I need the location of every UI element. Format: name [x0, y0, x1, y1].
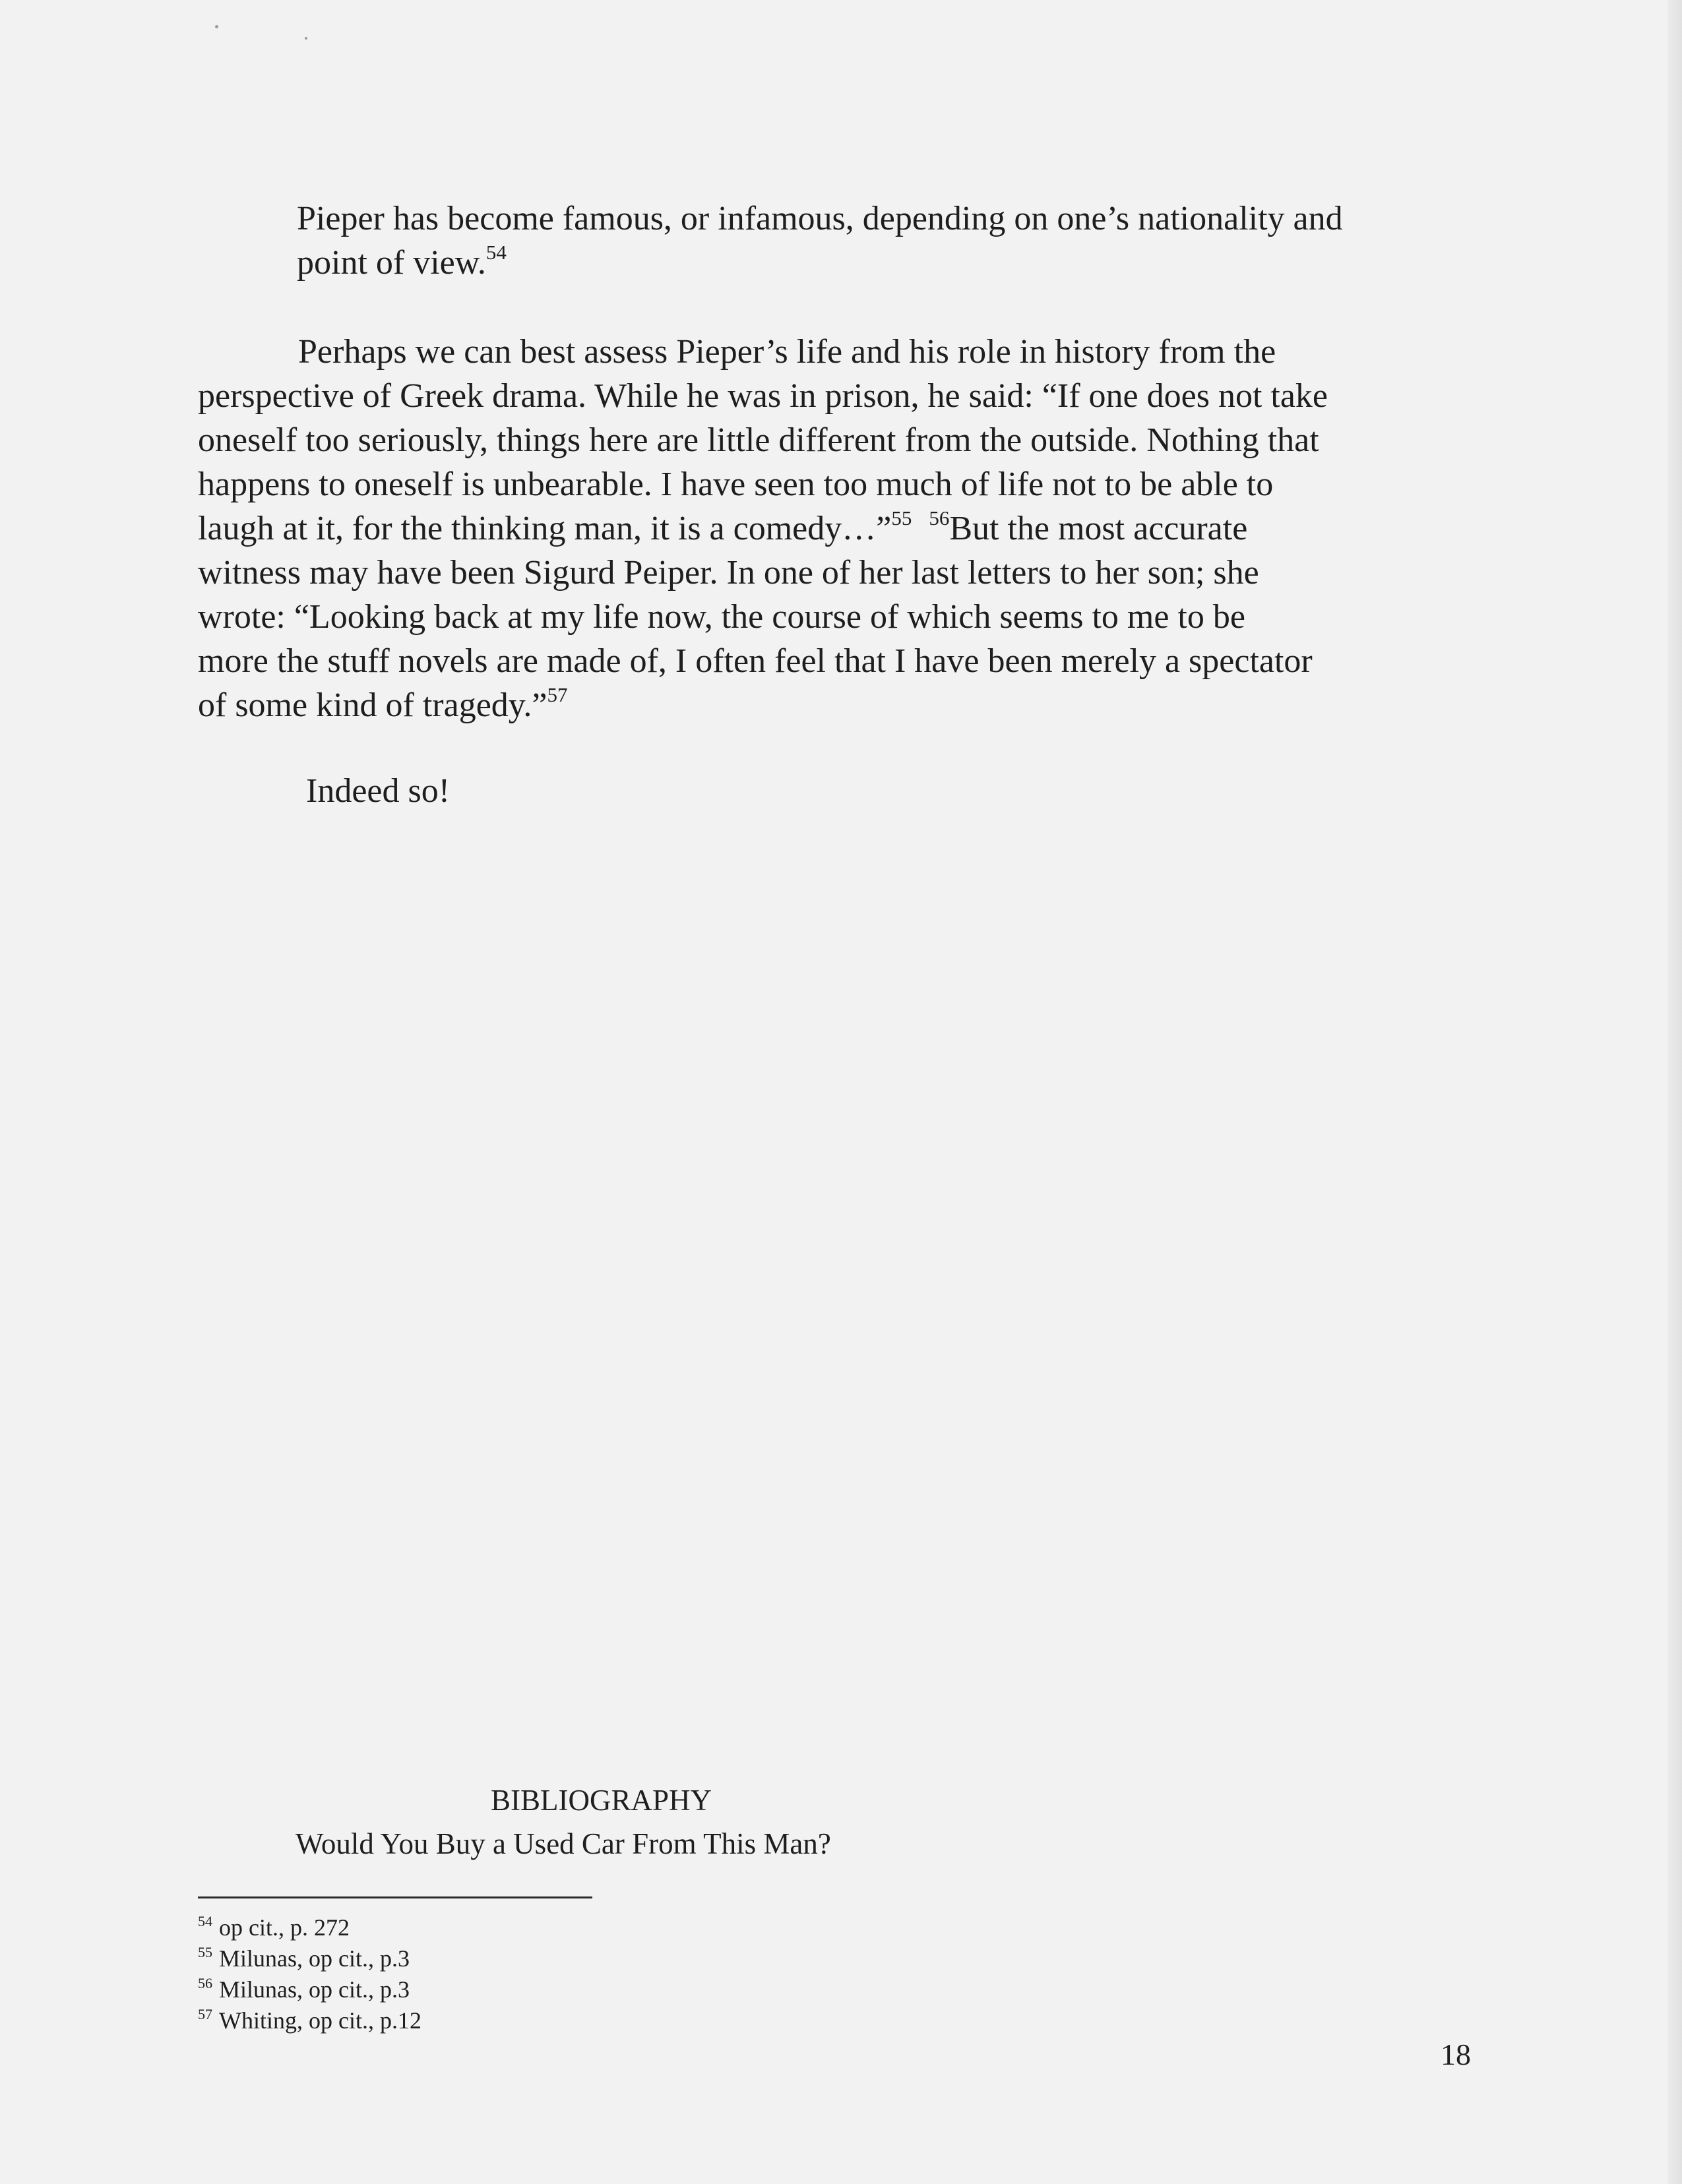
page-number: 18 — [1441, 2038, 1471, 2071]
text-line: witness may have been Sigurd Peiper. In one of her last letters to her son; she — [198, 554, 1259, 592]
footnote-54 — [198, 1914, 857, 1945]
footnote-separator — [198, 1896, 592, 1898]
footnote-text: op cit., p. 272 — [219, 1914, 350, 1941]
footnote-number: 56 — [198, 1975, 212, 1991]
footnote-number: 57 — [198, 2006, 212, 2022]
text-segment: laugh at it, for the thinking man, it is a comedy…” — [198, 510, 892, 547]
footnote-57 — [198, 2007, 857, 2038]
page-edge-shadow — [1667, 0, 1682, 2184]
footnote-number: 55 — [198, 1944, 212, 1960]
text-segment: of some kind of tragedy.” — [198, 686, 547, 724]
bibliography-subtitle: Would You Buy a Used Car From This Man? — [296, 1827, 831, 1860]
paragraph-fame — [297, 197, 1484, 285]
text-line: Pieper has become famous, or infamous, depending on one’s nationality and — [297, 200, 1343, 237]
text-line: happens to oneself is unbearable. I have seen too much of life not to be able to — [198, 466, 1274, 503]
text-line — [198, 506, 1484, 551]
footnote-ref-54[interactable]: 54 — [485, 241, 507, 264]
footnote-text: Milunas, op cit., p.3 — [219, 1976, 410, 2003]
footnote-text: Whiting, op cit., p.12 — [219, 2007, 421, 2034]
footnote-number: 54 — [198, 1913, 212, 1929]
footnote-list — [198, 1914, 857, 2038]
footnote-ref-55[interactable]: 55 — [891, 506, 912, 530]
footnote-text: Milunas, op cit., p.3 — [219, 1945, 410, 1972]
scan-speck — [215, 25, 218, 28]
text-segment: point of view. — [297, 244, 486, 282]
text-line: oneself too seriously, things here are little different from the outside. Nothing that — [198, 421, 1319, 459]
text-line: wrote: “Looking back at my life now, the course of which seems to me to be — [198, 598, 1245, 636]
text-line: Perhaps we can best assess Pieper’s life and his role in history from the — [298, 333, 1276, 371]
paragraph-indeed: Indeed so! — [306, 772, 451, 810]
footnote-ref-57[interactable]: 57 — [547, 683, 568, 706]
text-line: perspective of Greek drama. While he was in prison, he said: “If one does not take — [198, 377, 1328, 415]
text-line — [198, 683, 1484, 727]
footnote-55 — [198, 1945, 857, 1976]
paragraph-greek-drama — [198, 330, 1484, 727]
text-segment: But the most accurate — [949, 510, 1248, 547]
text-line — [297, 241, 1484, 285]
scan-speck — [305, 37, 307, 40]
footnote-56 — [198, 1976, 857, 2007]
footnote-ref-56[interactable]: 56 — [929, 506, 950, 530]
text-line: more the stuff novels are made of, I often feel that I have been merely a spectator — [198, 642, 1313, 680]
bibliography-title: BIBLIOGRAPHY — [491, 1784, 712, 1817]
